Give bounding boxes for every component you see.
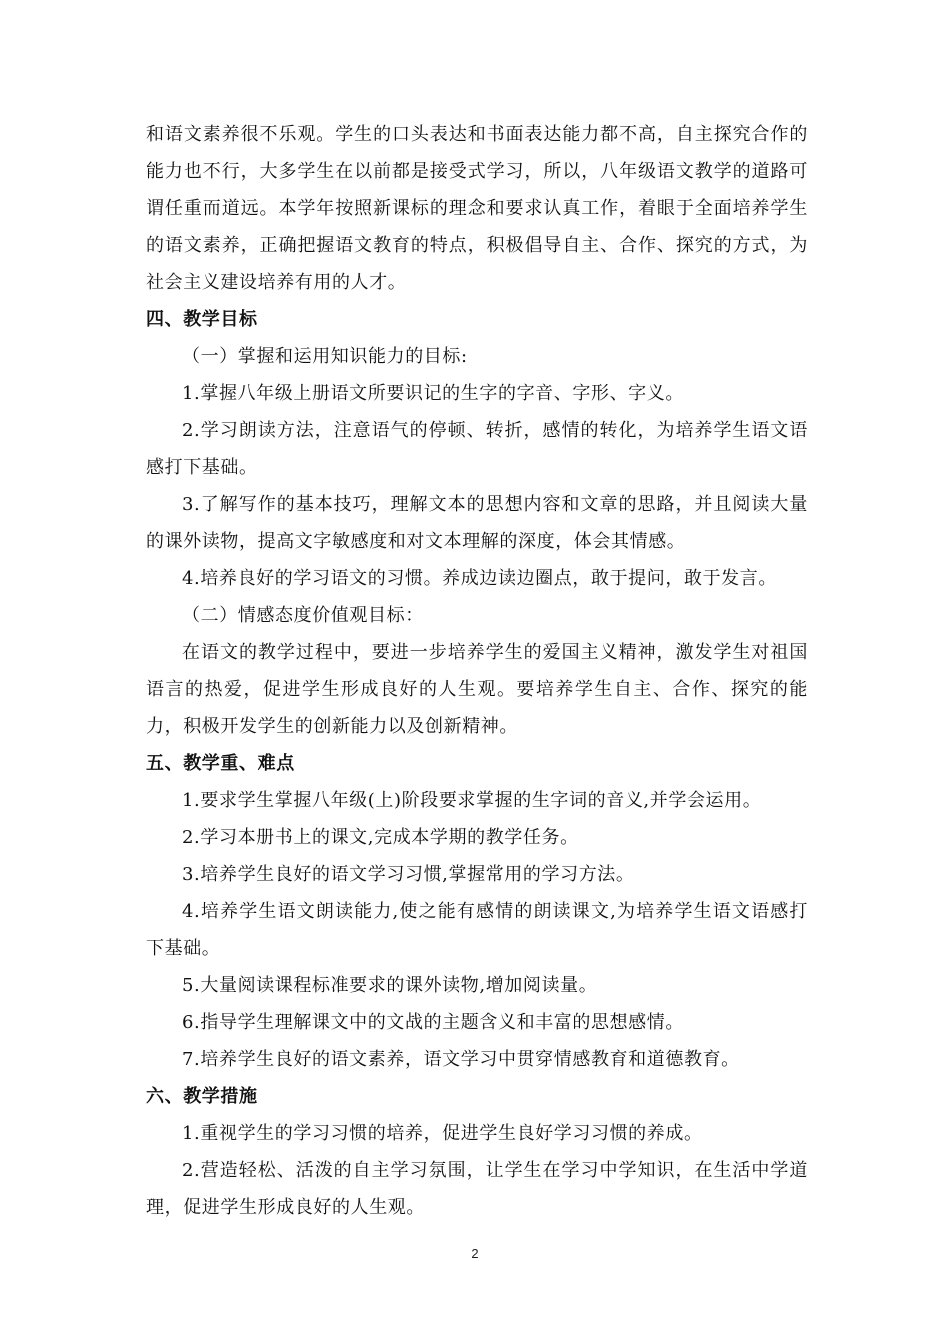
body-paragraph: 1.重视学生的学习习惯的培养，促进学生良好学习习惯的养成。 (182, 1123, 703, 1144)
section-heading: 六、教学措施 (146, 1086, 258, 1107)
body-paragraph: 2.学习本册书上的课文,完成本学期的教学任务。 (182, 827, 579, 848)
body-paragraph: 在语文的教学过程中，要进一步培养学生的爱国主义精神，激发学生对祖国语言的热爱，促进学生形成良好的人生观。要培养学生自主、合作、探究的能力，积极开发学生的创新能力以及创新精神。 (146, 642, 808, 737)
body-paragraph: 6.指导学生理解课文中的文战的主题含义和丰富的思想感情。 (182, 1012, 684, 1033)
section-heading: 五、教学重、难点 (146, 753, 295, 774)
body-paragraph: 4.培养良好的学习语文的习惯。养成边读边圈点，敢于提问，敢于发言。 (182, 568, 777, 589)
body-paragraph: 2.营造轻松、活泼的自主学习氛围，让学生在学习中学知识，在生活中学道理，促进学生形成良好的人生观。 (146, 1160, 808, 1218)
body-paragraph: 4.培养学生语文朗读能力,使之能有感情的朗读课文,为培养学生语文语感打下基础。 (146, 901, 808, 959)
body-paragraph: 和语文素养很不乐观。学生的口头表达和书面表达能力都不高，自主探究合作的能力也不行，大多学生在以前都是接受式学习，所以，八年级语文教学的道路可谓任重而道远。本学年按照新课标的理念和要求认真工作，着眼于全面培养学生的语文素养，正确把握语文教育的特点，积极倡导自主、合作、探究的方式，为社会主义建设培养有用的人才。 (146, 124, 808, 293)
document-body (146, 116, 808, 1226)
body-paragraph: 1.掌握八年级上册语文所要识记的生字的字音、字形、字义。 (182, 383, 684, 404)
body-paragraph: 1.要求学生掌握八年级(上)阶段要求掌握的生字词的音义,并学会运用。 (182, 790, 762, 811)
body-paragraph: （二）情感态度价值观目标： (182, 605, 424, 626)
body-paragraph: 3.了解写作的基本技巧，理解文本的思想内容和文章的思路，并且阅读大量的课外读物，提高文字敏感度和对文本理解的深度，体会其情感。 (146, 494, 808, 552)
body-paragraph: 3.培养学生良好的语文学习习惯,掌握常用的学习方法。 (182, 864, 635, 885)
body-paragraph: 5.大量阅读课程标准要求的课外读物,增加阅读量。 (182, 975, 598, 996)
section-heading: 四、教学目标 (146, 309, 258, 330)
page-number: 2 (471, 1246, 479, 1261)
body-paragraph: 2.学习朗读方法，注意语气的停顿、转折，感情的转化，为培养学生语文语感打下基础。 (146, 420, 808, 478)
body-paragraph: （一）掌握和运用知识能力的目标: (182, 346, 468, 367)
body-paragraph: 7.培养学生良好的语文素养，语文学习中贯穿情感教育和道德教育。 (182, 1049, 740, 1070)
